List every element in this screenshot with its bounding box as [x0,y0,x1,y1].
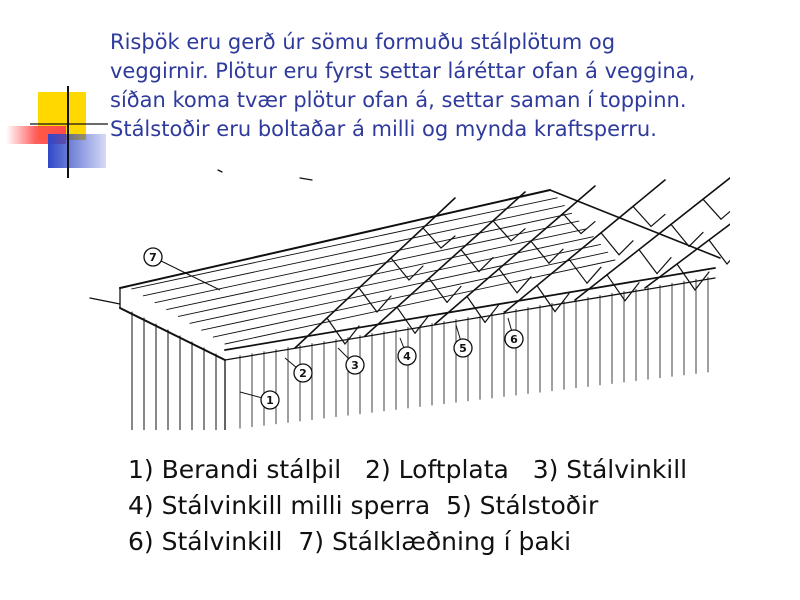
callout-number: 5 [459,342,467,355]
callout-number: 2 [299,367,307,380]
callout-number: 1 [266,394,274,407]
callout-number: 4 [403,350,411,363]
intro-text [110,28,790,144]
intro-line-4: Stálstoðir eru boltaðar á milli og mynda kraftsperru. [110,117,657,141]
callout-5 [454,325,472,357]
intro-line-3: síðan koma tvær plötur ofan á, settar saman í toppinn. [110,88,687,112]
legend-line-1: 1) Berandi stálþil 2) Loftplata 3) Stálvinkill [128,455,688,484]
roof-truss-diagram [80,160,730,430]
callout-4 [398,338,416,365]
callout-6 [505,318,523,348]
callout-number: 6 [510,333,518,346]
legend-line-2: 4) Stálvinkill milli sperra 5) Stálstoðir [128,491,599,520]
intro-line-1: Risþök eru gerð úr sömu formuðu stálplötum og [110,30,616,54]
callout-number: 3 [351,359,359,372]
intro-line-2: veggirnir. Plötur eru fyrst settar láréttar ofan á veggina, [110,59,696,83]
legend-line-3: 6) Stálvinkill 7) Stálklæðning í þaki [128,527,572,556]
callout-1 [240,391,279,409]
callout-markers [144,248,523,409]
legend [128,452,788,560]
callout-number: 7 [149,251,157,264]
callout-2 [285,358,312,382]
